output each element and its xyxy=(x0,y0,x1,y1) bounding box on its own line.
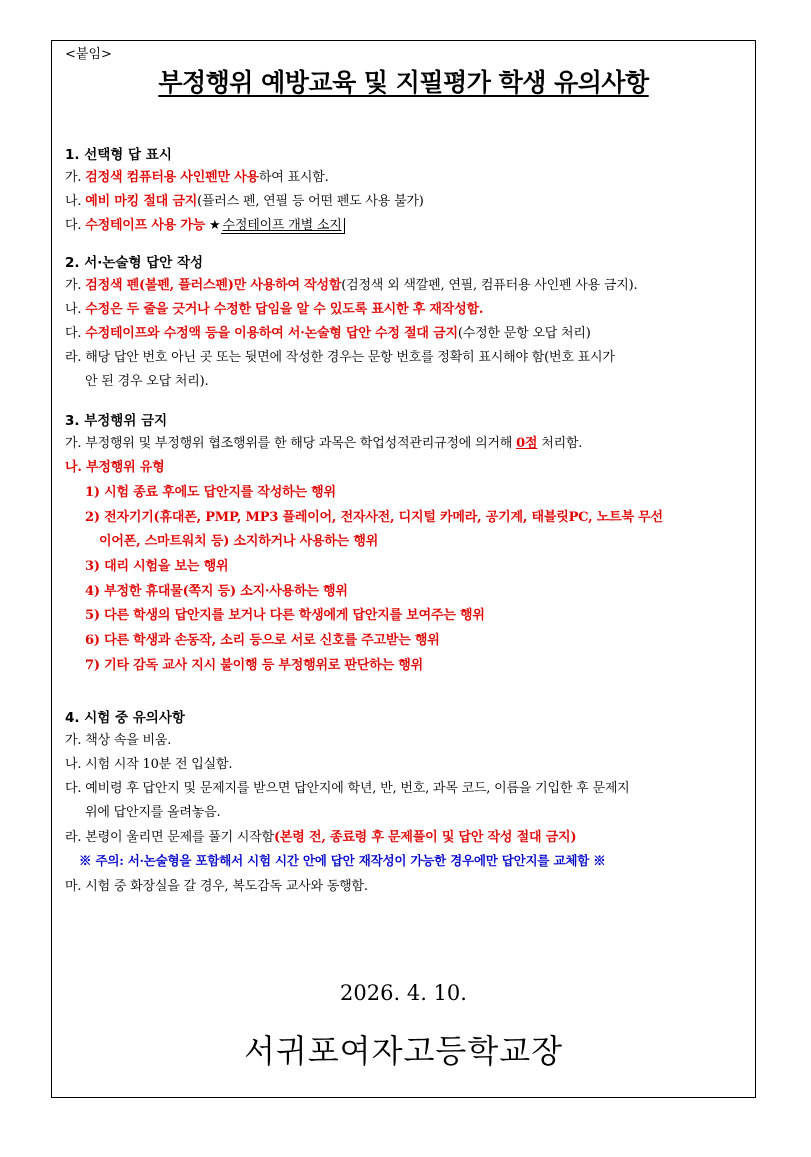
s4-item-c-line1: 다. 예비령 후 답안지 및 문제지를 받으면 답안지에 학년, 반, 번호, 과목 코드, 이름을 기입한 후 문제지 xyxy=(65,781,630,796)
s2-item-d-line2: 안 된 경우 오답 처리). xyxy=(85,374,209,389)
s2-b-prefix: 나. xyxy=(65,302,86,317)
section-3-heading: 3. 부정행위 금지 xyxy=(65,413,168,429)
s4-item-e: 마. 시험 중 화장실을 갈 경우, 복도감독 교사와 동행함. xyxy=(65,879,368,894)
s2-c-post: (수정한 문항 오답 처리) xyxy=(457,326,591,341)
s2-item-a xyxy=(65,274,637,293)
s3-type-7: 7) 기타 감독 교사 지시 불이행 등 부정행위로 판단하는 행위 xyxy=(85,658,423,673)
s3-type-6: 6) 다른 학생과 손동작, 소리 등으로 서로 신호를 주고받는 행위 xyxy=(85,633,440,648)
s3-type-5: 5) 다른 학생의 답안지를 보거나 다른 학생에게 답안지를 보여주는 행위 xyxy=(85,608,485,623)
page-title xyxy=(52,63,755,99)
s3-type-3: 3) 대리 시험을 보는 행위 xyxy=(85,559,229,574)
s4-notice: ※ 주의: 서·논술형을 포함해서 시험 시간 안에 답안 재작성이 가능한 경우에만 답안지를 교체함 ※ xyxy=(79,853,606,868)
star-icon: ★ xyxy=(205,218,221,233)
s2-item-d-line1: 라. 해당 답안 번호 아닌 곳 또는 뒷면에 작성한 경우는 문항 번호를 정확히 표시해야 함(번호 표시가 xyxy=(65,350,615,365)
s2-a-red: 검정색 펜(볼펜, 플러스펜)만 사용하여 작성함 xyxy=(85,278,342,293)
s3-item-a xyxy=(65,432,582,451)
s1-b-prefix: 나. xyxy=(65,194,86,209)
s3-item-b: 나. 부정행위 유형 xyxy=(65,460,165,475)
s4-item-c-line2: 위에 답안지를 올려놓음. xyxy=(85,805,221,820)
section-2-heading: 2. 서·논술형 답안 작성 xyxy=(65,255,204,271)
s1-b-red: 예비 마킹 절대 금지 xyxy=(85,194,198,209)
s2-c-prefix: 다. xyxy=(65,326,86,341)
s2-item-c xyxy=(65,322,591,341)
s1-c-boxed: 수정테이프 개별 소지 xyxy=(221,218,345,234)
s1-c-prefix: 다. xyxy=(65,218,86,233)
s3-a-prefix: 가. 부정행위 및 부정행위 협조행위를 한 해당 과목은 학업성적관리규정에 의거해 xyxy=(65,436,517,451)
section-1-heading: 1. 선택형 답 표시 xyxy=(65,147,172,163)
s1-item-b xyxy=(65,190,424,209)
document-date: 2026. 4. 10. xyxy=(340,981,467,1005)
s1-item-c xyxy=(65,214,345,233)
s4-d-prefix: 라. 본령이 울리면 문제를 풀기 시작함 xyxy=(65,830,274,845)
title-text: 부정행위 예방교육 및 지필평가 학생 유의사항 xyxy=(158,68,649,97)
s4-item-a: 가. 책상 속을 비움. xyxy=(65,733,172,748)
s1-a-red: 검정색 컴퓨터용 사인펜만 사용 xyxy=(85,170,259,185)
attachment-label: <붙임> xyxy=(65,47,112,62)
s1-c-red: 수정테이프 사용 가능 xyxy=(85,218,206,233)
s2-c-red: 수정테이프와 수정액 등을 이용하여 서·논술형 답안 수정 절대 금지 xyxy=(85,326,458,341)
s2-a-post: (검정색 외 색깔펜, 연필, 컴퓨터용 사인펜 사용 금지). xyxy=(341,278,638,293)
s1-a-post: 하여 표시함. xyxy=(258,170,329,185)
document-frame xyxy=(51,40,756,1098)
section-4-heading: 4. 시험 중 유의사항 xyxy=(65,710,185,726)
s4-item-d xyxy=(65,826,576,845)
principal-signature: 서귀포여자고등학교장 xyxy=(243,1032,564,1070)
s3-type-4: 4) 부정한 휴대물(쪽지 등) 소지·사용하는 행위 xyxy=(85,584,348,599)
s1-b-post: (플러스 펜, 연필 등 어떤 펜도 사용 불가) xyxy=(197,194,424,209)
s2-a-prefix: 가. xyxy=(65,278,86,293)
s1-item-a xyxy=(65,166,329,185)
s3-type-2: 2) 전자기기(휴대폰, PMP, MP3 플레이어, 전자사전, 디지털 카메라, 공기계, 태블릿PC, 노트북 무선 xyxy=(85,510,663,525)
s2-b-red: 수정은 두 줄을 긋거나 수정한 답임을 알 수 있도록 표시한 후 재작성함. xyxy=(85,302,484,317)
s3-a-zero-score: 0점 xyxy=(516,436,538,451)
s1-a-prefix: 가. xyxy=(65,170,86,185)
s2-item-b xyxy=(65,298,483,317)
s4-item-b: 나. 시험 시작 10분 전 입실함. xyxy=(65,757,233,772)
s3-type-2-cont: 이어폰, 스마트워치 등) 소지하거나 사용하는 행위 xyxy=(99,534,379,549)
s3-type-1: 1) 시험 종료 후에도 답안지를 작성하는 행위 xyxy=(85,485,336,500)
s4-d-red: (본령 전, 종료령 후 문제풀이 및 답안 작성 절대 금지) xyxy=(273,830,577,845)
s3-a-post: 처리함. xyxy=(537,436,583,451)
